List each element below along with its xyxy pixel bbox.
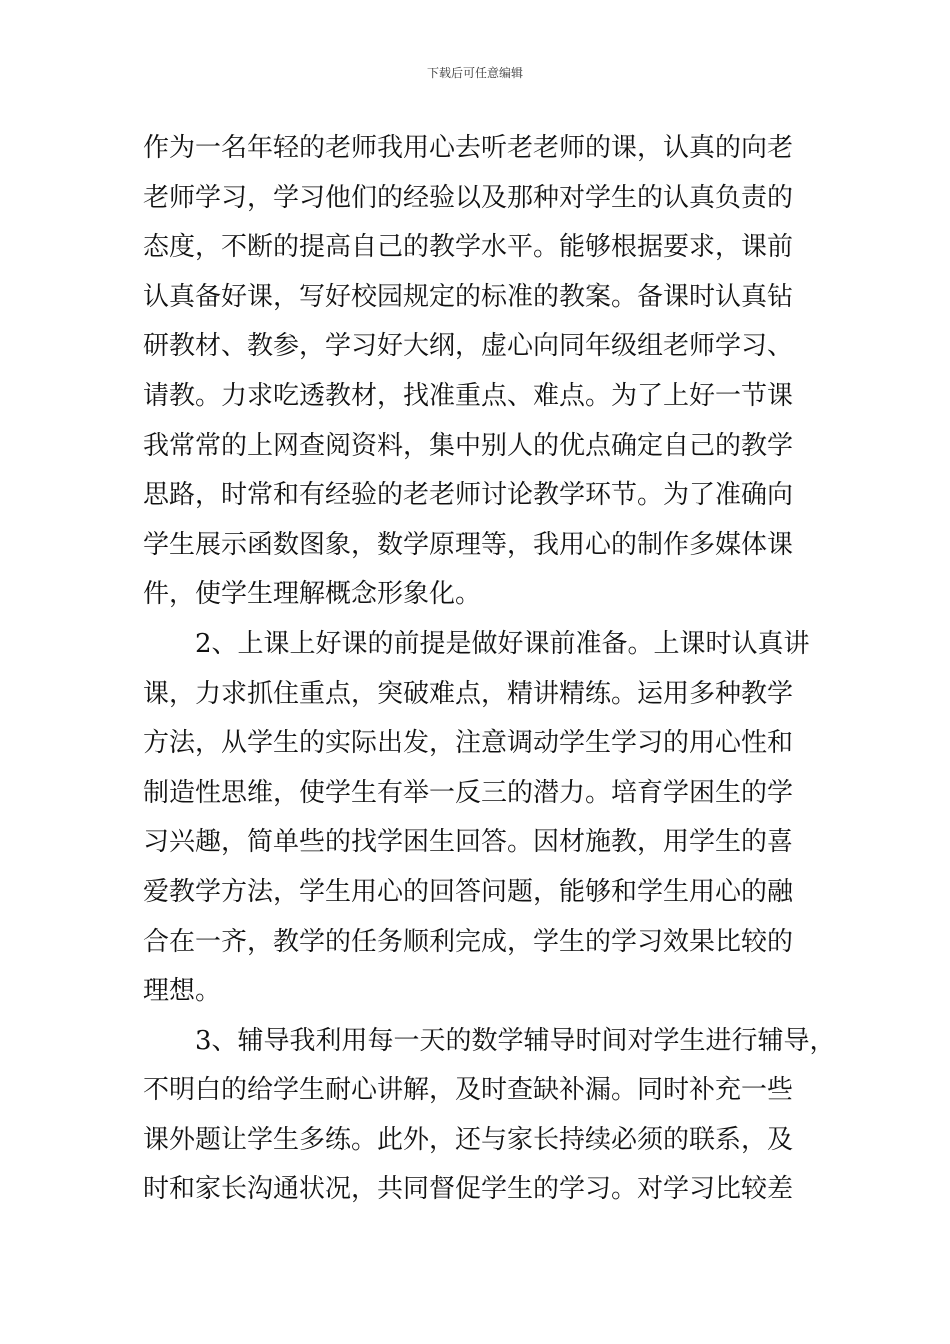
text-line: 不明白的给学生耐心讲解，及时查缺补漏。同时补充一些: [143, 1075, 794, 1106]
text-line: 课，力求抓住重点，突破难点，精讲精练。运用多种教学: [143, 678, 794, 709]
text-line: 思路，时常和有经验的老老师讨论教学环节。为了准确向: [143, 480, 794, 511]
text-line: 习兴趣，简单些的找学困生回答。因材施教，用学生的喜: [143, 827, 794, 858]
paragraph-start-line: 3、辅导我利用每一天的数学辅导时间对学生进行辅导，: [195, 1025, 836, 1056]
text-line: 我常常的上网查阅资料，集中别人的优点确定自己的教学: [143, 430, 794, 461]
text-line: 请教。力求吃透教材，找准重点、难点。为了上好一节课: [143, 380, 794, 411]
text-line: 老师学习，学习他们的经验以及那种对学生的认真负责的: [143, 182, 794, 213]
text-line: 制造性思维，使学生有举一反三的潜力。培育学困生的学: [143, 777, 794, 808]
text-line: 时和家长沟通状况，共同督促学生的学习。对学习比较差: [143, 1174, 794, 1205]
text-line: 学生展示函数图象，数学原理等，我用心的制作多媒体课: [143, 529, 794, 560]
paragraph-start-line: 2、上课上好课的前提是做好课前准备。上课时认真讲: [195, 628, 810, 659]
page-header: 下载后可任意编辑: [426, 66, 523, 80]
text-line: 课外题让学生多练。此外，还与家长持续必须的联系，及: [143, 1124, 794, 1155]
text-line: 合在一齐，教学的任务顺利完成，学生的学习效果比较的: [143, 926, 794, 957]
text-line: 认真备好课，写好校园规定的标准的教案。备课时认真钻: [143, 281, 794, 312]
text-line: 作为一名年轻的老师我用心去听老老师的课，认真的向老: [143, 133, 794, 163]
text-line: 理想。: [143, 976, 222, 1007]
document-body: [143, 124, 843, 1215]
text-line: 研教材、教参，学习好大纲，虚心向同年级组老师学习、: [143, 331, 794, 362]
text-line: 爱教学方法，学生用心的回答问题，能够和学生用心的融: [143, 876, 794, 907]
text-line: 方法，从学生的实际出发，注意调动学生学习的用心性和: [143, 728, 794, 759]
text-line: 件，使学生理解概念形象化。: [143, 579, 482, 610]
text-line: 态度，不断的提高自己的教学水平。能够根据要求，课前: [143, 232, 794, 263]
